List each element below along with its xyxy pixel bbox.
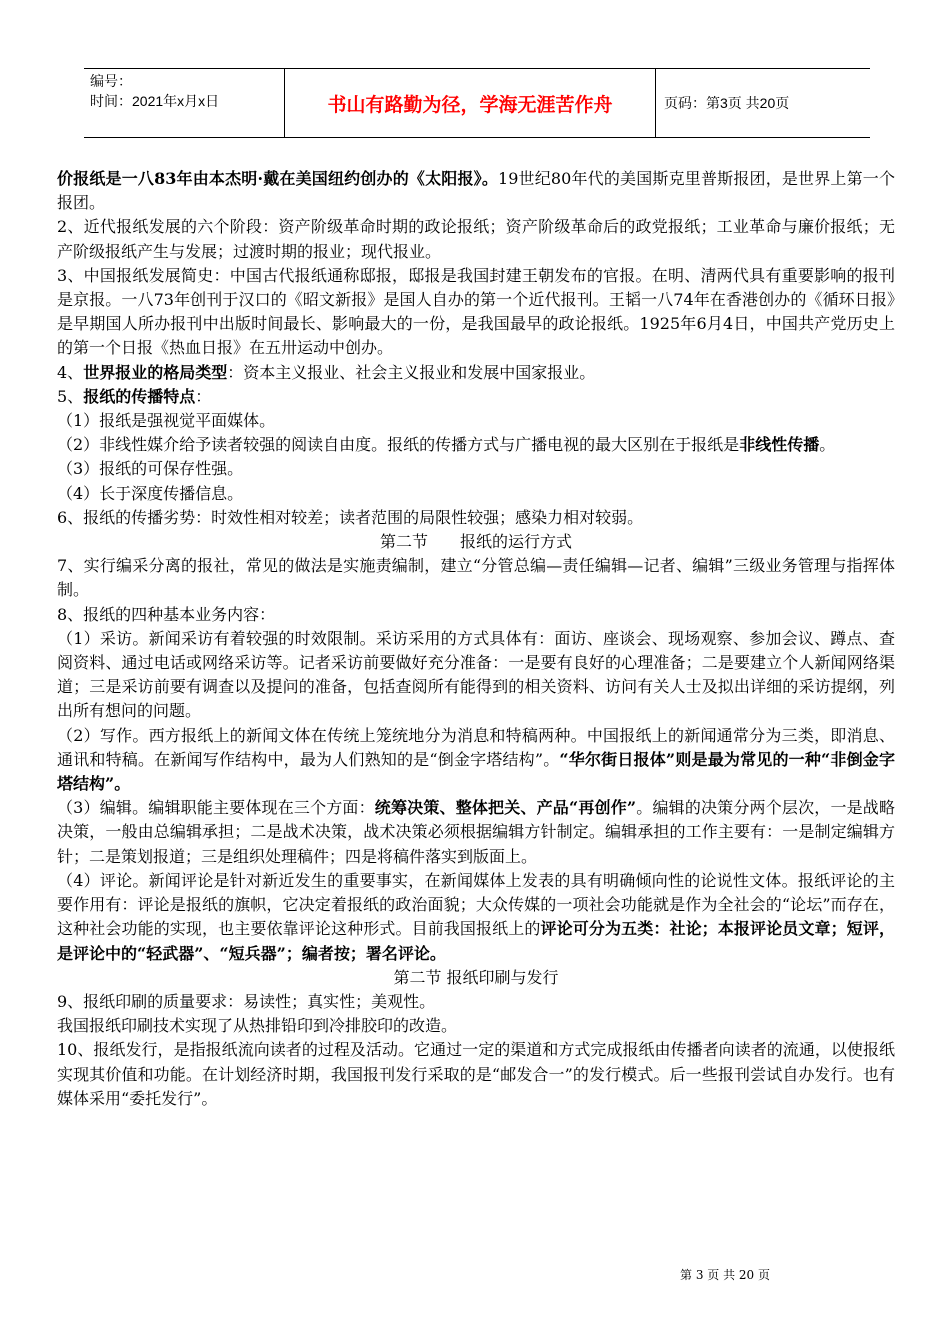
text-segment: 。编辑的决策分两个层次，一是战略决策，一般由总编辑承担；二是战术决策，战术决策必须根据编辑方针制定。编辑承担的工作主要有：一是制定编辑方针；二是策划报道；三是组织处理稿件；四是将稿件落实到版面上。 [57,798,895,866]
text-segment: 3、中国报纸发展简史：中国古代报纸通称邸报，邸报是我国封建王朝发布的官报。在明、清两代具有重要影响的报刊是京报。一八73年创刊于汉口的《昭文新报》是国人自办的第一个近代报刊。王韬一八74年在香港创办的《循环日报》是早期国人所办报刊中出版时间最长、影响最大的一份，是我国最早的政论报纸。1925年6月4日，中国共产党历史上的第一个日报《热血日报》在五卅运动中创办。 [57,265,895,358]
document-time-label: 时间：2021年x月x日 [90,93,220,109]
text-segment: 第二节 报纸印刷与发行 [393,967,559,987]
header-page-info: 页码：第3页 共20页 [664,95,790,111]
text-segment: （4）长于深度传播信息。 [57,483,244,503]
text-segment: （1）采访。新闻采访有着较强的时效限制。采访采用的方式具体有：面访、座谈会、现场观察、参加会议、蹲点、查阅资料、通过电话或网络采访等。记者采访前要做好充分准备：一是要有良好的心理准备；二是要建立个人新闻网络渠道；三是采访前要有调查以及提问的准备，包括查阅所有能得到的相关资料、访问有关人士及拟出详细的采访提纲，列出所有想问的问题。 [57,628,895,721]
document-body [57,167,895,1111]
section-heading [57,966,895,990]
paragraph [57,506,895,530]
paragraph [57,554,895,602]
paragraph [57,796,895,869]
text-segment: 19世纪80年代的美国斯克里普斯报团，是世界上第一个报团。 [57,169,895,213]
page-header [84,68,870,138]
paragraph [57,869,895,966]
paragraph [57,482,895,506]
paragraph [57,603,895,627]
text-segment: （3）编辑。编辑职能主要体现在三个方面： [57,798,375,818]
paragraph [57,385,895,409]
header-motto: 书山有路勤为径，学海无涯苦作舟 [284,69,656,137]
section-heading [57,530,895,554]
bold-text: 报纸的传播特点 [83,386,196,406]
bold-text: 世界报业的格局类型 [83,362,228,382]
bold-text: “华尔街日报体”则是最为常见的一种“非倒金字塔结构”。 [57,749,895,794]
header-meta [84,69,284,137]
text-segment: （1）报纸是强视觉平面媒体。 [57,411,276,431]
document-number-label: 编号： [90,73,132,89]
text-segment: 第二节 报纸的运行方式 [379,532,572,552]
paragraph [57,361,895,385]
bold-text: 非线性传播 [739,435,820,455]
paragraph [57,1014,895,1038]
paragraph [57,264,895,361]
paragraph [57,409,895,433]
text-segment: 10、报纸发行，是指报纸流向读者的过程及活动。它通过一定的渠道和方式完成报纸由传播者向读者的流通，以使报纸实现其价值和功能。在计划经济时期，我国报刊发行采取的是“邮发合一”的发行模式。后一些报刊尝试自办发行。也有媒体采用“委托发行”。 [57,1040,895,1108]
text-segment: 6、报纸的传播劣势：时效性相对较差；读者范围的局限性较强；感染力相对较弱。 [57,507,644,527]
bold-text: 评论可分为五类：社论；本报评论员文章；短评，是评论中的“轻武器”、“短兵器”；编者按；署名评论。 [57,919,895,963]
text-segment: 9、报纸印刷的质量要求：易读性；真实性；美观性。 [57,991,436,1011]
text-segment: 4、 [57,362,84,382]
text-segment: （2）写作。西方报纸上的新闻文体在传统上笼统地分为消息和特稿两种。中国报纸上的新闻通常分为三类，即消息、通讯和特稿。在新闻写作结构中，最为人们熟知的是“倒金字塔结构”。 [57,725,895,769]
text-segment: （4）评论。新闻评论是针对新近发生的重要事实，在新闻媒体上发表的具有明确倾向性的论说性文体。报纸评论的主要作用有：评论是报纸的旗帜，它决定着报纸的政治面貌；大众传媒的一项社会功能就是作为全社会的“论坛”而存在，这种社会功能的实现，也主要依靠评论这种形式。目前我国报纸上的 [57,870,895,939]
paragraph [57,724,895,797]
paragraph [57,627,895,724]
text-segment: 7、实行编采分离的报社，常见的做法是实施责编制，建立“分管总编—责任编辑—记者、编辑”三级业务管理与指挥体制。 [57,556,895,600]
paragraph [57,990,895,1014]
page-footer: 第 3 页 共 20 页 [680,1268,770,1282]
text-segment: 2、近代报纸发展的六个阶段：资产阶级革命时期的政论报纸；资产阶级革命后的政党报纸；工业革命与廉价报纸；无产阶级报纸产生与发展；过渡时期的报业；现代报业。 [57,217,895,261]
bold-text: 价报纸是一八83年由本杰明·戴在美国纽约创办的《太阳报》。 [57,169,499,188]
text-segment: 8、报纸的四种基本业务内容： [57,604,276,624]
paragraph [57,457,895,481]
text-segment: ：资本主义报业、社会主义报业和发展中国家报业。 [227,362,596,382]
text-segment: （2）非线性媒介给予读者较强的阅读自由度。报纸的传播方式与广播电视的最大区别在于报纸是 [57,435,740,455]
text-segment: ： [195,386,212,406]
text-segment: 5、 [57,386,84,406]
paragraph [57,167,895,215]
paragraph [57,433,895,457]
paragraph [57,1038,895,1111]
text-segment: 我国报纸印刷技术实现了从热排铅印到冷排胶印的改造。 [57,1016,458,1036]
text-segment: （3）报纸的可保存性强。 [57,459,244,479]
paragraph [57,215,895,263]
text-segment: 。 [819,435,836,455]
bold-text: 统筹决策、整体把关、产品“再创作” [374,798,637,818]
